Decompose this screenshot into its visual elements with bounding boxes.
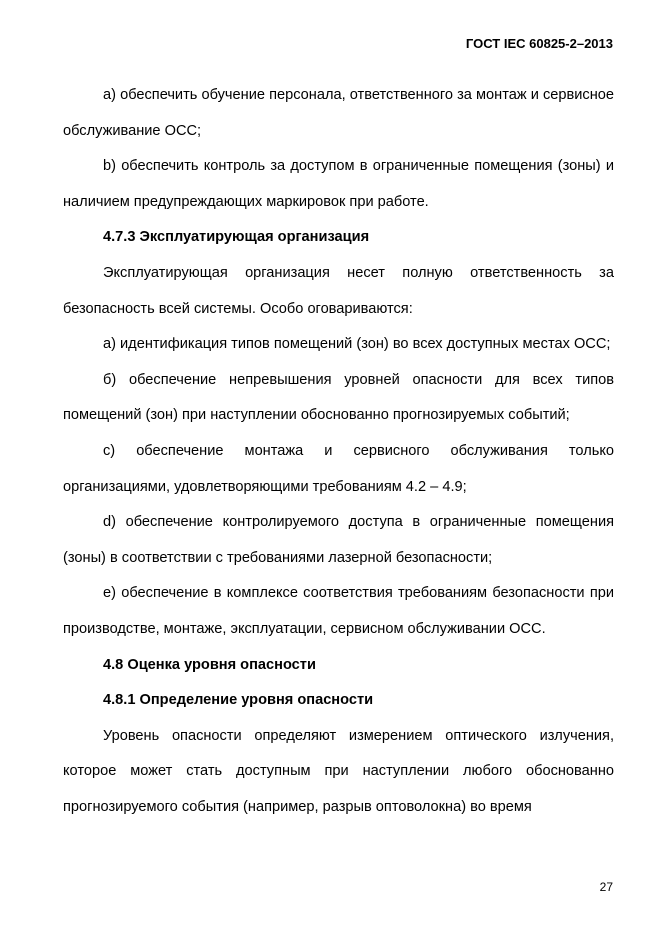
list-item-b-access-control: b) обеспечить контроль за доступом в ограниченные помещения (зоны) и наличием предупреждающих маркировок при работе. — [63, 158, 614, 210]
list-item-c-installation: c) обеспечение монтажа и сервисного обслуживания только организациями, удовлетворяющими требованиям 4.2 – 4.9; — [63, 442, 614, 495]
section-heading-4-7-3: 4.7.3 Эксплуатирующая организация — [103, 229, 370, 246]
list-item-a-training: а) обеспечить обучение персонала, ответственного за монтаж и сервисное обслуживание ОСС; — [63, 87, 614, 139]
paragraph-hazard-determination: Уровень опасности определяют измерением оптического излучения, которое может стать доступным при наступлении любого обоснованно прогнозируемого события (например, разрыв оптоволокна) во время — [63, 727, 614, 815]
page-number: 27 — [599, 880, 613, 894]
list-item-b-hazard-levels: б) обеспечение непревышения уровней опасности для всех типов помещений (зон) при наступлении обоснованно прогнозируемых событий; — [63, 371, 614, 424]
paragraph-operator-responsibility: Эксплуатирующая организация несет полную ответственность за безопасность всей системы. Особо оговариваются: — [63, 264, 614, 317]
document-header: ГОСТ IEC 60825-2–2013 — [465, 36, 613, 51]
list-item-e-compliance: е) обеспечение в комплексе соответствия требованиям безопасности при производстве, монтаже, эксплуатации, сервисном обслуживании ОСС. — [63, 585, 614, 637]
section-heading-4-8: 4.8 Оценка уровня опасности — [103, 656, 316, 673]
section-heading-4-8-1: 4.8.1 Определение уровня опасности — [103, 692, 374, 709]
list-item-d-controlled-access: d) обеспечение контролируемого доступа в ограниченные помещения (зоны) в соответствии с требованиями лазерной безопасности; — [63, 514, 614, 566]
list-item-a-identification: а) идентификация типов помещений (зон) во всех доступных местах ОСС; — [103, 336, 611, 353]
document-body — [63, 78, 614, 825]
